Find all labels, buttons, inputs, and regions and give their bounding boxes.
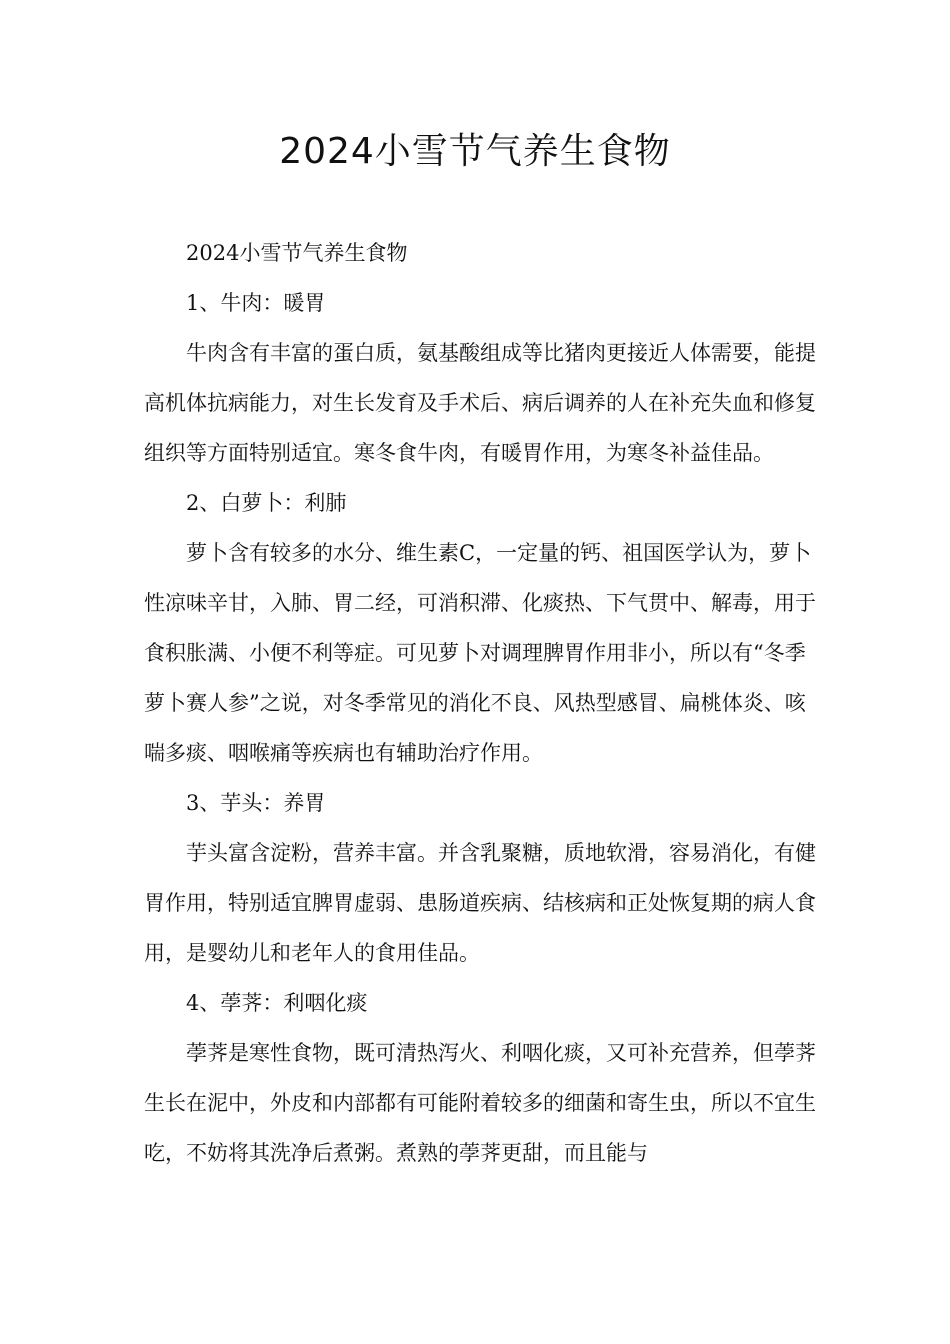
section-heading-taro: 3、芋头：养胃 xyxy=(186,791,326,815)
document-body xyxy=(144,228,824,1178)
section-heading-radish: 2、白萝卜：利肺 xyxy=(186,491,347,515)
paragraph-taro: 芋头富含淀粉，营养丰富。并含乳聚糖，质地软滑，容易消化，有健胃作用，特别适宜脾胃虚弱、患肠道疾病、结核病和正处恢复期的病人食用，是婴幼儿和老年人的食用佳品。 xyxy=(144,841,816,965)
page-title: 2024小雪节气养生食物 xyxy=(279,131,671,172)
paragraph-beef: 牛肉含有丰富的蛋白质，氨基酸组成等比猪肉更接近人体需要，能提高机体抗病能力，对生长发育及手术后、病后调养的人在补充失血和修复组织等方面特别适宜。寒冬食牛肉，有暖胃作用，为寒冬补益佳品。 xyxy=(144,341,816,465)
paragraph-water-chestnut: 荸荠是寒性食物，既可清热泻火、利咽化痰，又可补充营养，但荸荠生长在泥中，外皮和内部都有可能附着较多的细菌和寄生虫，所以不宜生吃，不妨将其洗净后煮粥。煮熟的荸荠更甜，而且能与 xyxy=(144,1041,816,1165)
paragraph-subtitle: 2024小雪节气养生食物 xyxy=(186,241,408,265)
paragraph-radish: 萝卜含有较多的水分、维生素C，一定量的钙、祖国医学认为，萝卜性凉味辛甘，入肺、胃二经，可消积滞、化痰热、下气贯中、解毒，用于食积胀满、小便不利等症。可见萝卜对调理脾胃作用非小，所以有“冬季萝卜赛人参”之说，对冬季常见的消化不良、风热型感冒、扁桃体炎、咳喘多痰、咽喉痛等疾病也有辅助治疗作用。 xyxy=(144,541,816,765)
section-heading-water-chestnut: 4、荸荠：利咽化痰 xyxy=(186,991,368,1015)
section-heading-beef: 1、牛肉：暖胃 xyxy=(186,291,326,315)
